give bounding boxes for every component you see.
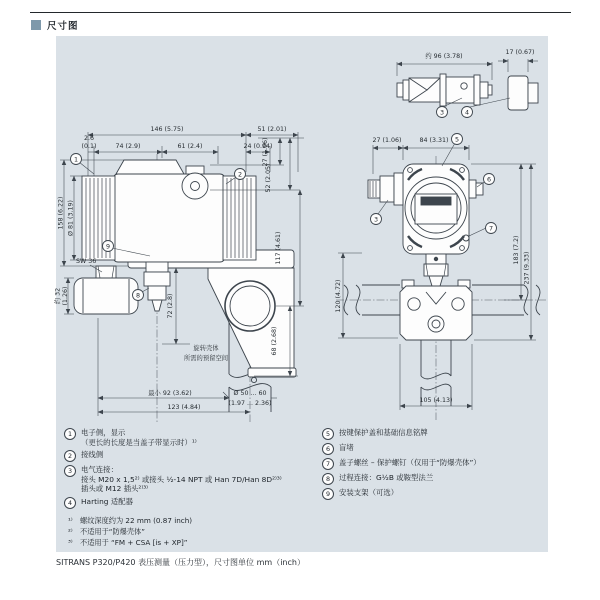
- svg-text:8: 8: [135, 291, 141, 300]
- legend-text: 电气连接：: [81, 465, 118, 475]
- legend-left-column: [64, 428, 322, 512]
- harting-adapter-drawing: [352, 40, 562, 128]
- dim-label: 最小 92 (3.62): [148, 390, 192, 397]
- svg-text:3: 3: [439, 108, 445, 117]
- dim-label: 51 (2.01): [257, 126, 287, 133]
- svg-text:2: 2: [237, 170, 243, 179]
- legend-text: Harting 适配器: [81, 496, 133, 506]
- footnote-marker: ³⁾: [68, 538, 73, 547]
- bracket-plate: [400, 280, 472, 340]
- dim-label: 146 (5.75): [150, 126, 184, 133]
- callout-number: 2: [64, 450, 76, 462]
- footnote-2: [68, 526, 192, 537]
- legend-item-1: [64, 428, 322, 447]
- dim-label: 68 (2.68): [271, 326, 278, 356]
- svg-text:6: 6: [486, 175, 492, 184]
- dim-label: 72 (2.8): [167, 293, 174, 319]
- callout-number: 6: [322, 443, 334, 455]
- dim-label: 74 (2.9): [115, 143, 141, 150]
- legend-text: 安装支架（可选）: [339, 488, 399, 497]
- footnote-3: [68, 537, 192, 548]
- figure-caption: SITRANS P320/P420 表压测量（压力型），尺寸图单位 mm（inch）: [56, 558, 305, 567]
- dim-label: 61 (2.4): [177, 143, 203, 150]
- dim-label: 123 (4.84): [167, 404, 201, 411]
- sw36-label: SW 36: [76, 258, 97, 265]
- section-header: [31, 18, 79, 32]
- dim-label: 120 (4.72): [335, 279, 342, 313]
- callout-9: [103, 241, 114, 252]
- svg-text:7: 7: [488, 224, 494, 233]
- dimension-drawing-panel: [56, 36, 548, 552]
- dim-label: 2.6: [83, 135, 95, 142]
- footnote-text: 螺纹深度约为 22 mm (0.87 inch): [80, 516, 193, 525]
- dim-label: 27 (1.06): [262, 137, 269, 167]
- dim-label: Ø 81 (3.19): [67, 200, 75, 236]
- transmitter-housing-front: [368, 164, 483, 286]
- transmitter-side-view-drawing: [54, 116, 330, 448]
- legend-item-6: [322, 443, 544, 455]
- svg-text:5: 5: [454, 135, 460, 144]
- legend-text: 接头 M20 x 1,5²⁾ 或接头 ½-14 NPT 或 Han 7D/Han 8D²⁾³⁾: [81, 474, 282, 484]
- callout-number: 5: [322, 428, 334, 440]
- legend-text: 盲堵: [339, 443, 354, 452]
- svg-text:9: 9: [105, 242, 111, 251]
- footnote-text: 不适用于 “FM + CSA [is + XP]”: [80, 538, 188, 547]
- dim-label: 52 (2.05): [265, 163, 272, 193]
- callout-number: 1: [64, 428, 76, 440]
- footnote-marker: ¹⁾: [68, 516, 73, 525]
- dim-label: 183 (7.2): [513, 235, 520, 265]
- dim-label: 237 (9.33): [523, 251, 531, 285]
- callout-1: [71, 154, 82, 165]
- callout-3: [437, 107, 448, 118]
- dim-label: 24 (0.94): [243, 143, 273, 150]
- callout-number: 3: [64, 465, 76, 477]
- footnotes: [68, 515, 192, 548]
- callout-7: [486, 223, 497, 234]
- footnote-marker: ²⁾: [68, 527, 73, 536]
- callout-number: 4: [64, 497, 76, 509]
- legend: [64, 428, 544, 512]
- legend-text: 电子侧，显示: [81, 428, 126, 437]
- footnote-text: 不适用于“防爆壳体”: [80, 527, 145, 536]
- section-bullet-square: [31, 20, 41, 30]
- note-label: 旋转壳体: [193, 345, 219, 352]
- dim-label: (0.1): [81, 143, 97, 150]
- legend-item-2: [64, 450, 322, 462]
- top-rule: [30, 12, 571, 13]
- dim-label: 84 (3.31): [419, 137, 449, 144]
- legend-text: （更长的长度是当盖子带显示时）¹⁾: [81, 437, 197, 447]
- dim-label: 117 (4.61): [275, 231, 282, 265]
- dim-label: Ø 50 ... 60: [233, 390, 267, 397]
- legend-text: 接线侧: [81, 450, 104, 460]
- dim-label: (1.97 ... 2.36): [228, 400, 272, 407]
- transmitter-front-view-drawing: [328, 128, 553, 430]
- svg-text:3: 3: [373, 215, 379, 224]
- callout-4: [462, 107, 473, 118]
- dim-label: 约 96 (3.78): [425, 53, 463, 60]
- legend-right-column: [322, 428, 544, 512]
- legend-item-8: [322, 473, 544, 485]
- dim-label: 约 32: [54, 287, 62, 305]
- callout-2: [235, 169, 246, 180]
- callout-number: 8: [322, 473, 334, 485]
- legend-item-3: [64, 465, 322, 494]
- legend-text: 过程连接：G½B 或鞍型法兰: [339, 473, 434, 482]
- callout-8: [133, 290, 144, 301]
- dim-label: (1.26): [62, 286, 69, 306]
- legend-item-7: [322, 458, 544, 470]
- note-label: 所需的预留空间: [183, 355, 229, 362]
- legend-item-4: [64, 497, 322, 509]
- callout-6: [484, 174, 495, 185]
- svg-text:1: 1: [73, 155, 79, 164]
- legend-text: 插头或 M12 插头²⁾³⁾: [81, 484, 148, 494]
- dim-label: 17 (0.67): [505, 49, 535, 56]
- legend-text: 按键保护盖和基础信息铭牌: [339, 428, 428, 437]
- callout-3: [371, 214, 382, 225]
- callout-5: [452, 134, 463, 145]
- footnote-1: [68, 515, 192, 526]
- callout-number: 9: [322, 488, 334, 500]
- svg-text:4: 4: [464, 108, 470, 117]
- section-title: 尺寸图: [47, 21, 79, 32]
- legend-item-5: [322, 428, 544, 440]
- legend-text: 盖子螺丝 – 保护螺钉（仅用于“防爆壳体”）: [339, 458, 481, 467]
- dim-label: 27 (1.06): [372, 137, 402, 144]
- legend-item-9: [322, 488, 544, 500]
- dim-label: 158 (6.22): [57, 196, 65, 230]
- dim-label: 105 (4.13): [419, 397, 453, 404]
- callout-number: 7: [322, 458, 334, 470]
